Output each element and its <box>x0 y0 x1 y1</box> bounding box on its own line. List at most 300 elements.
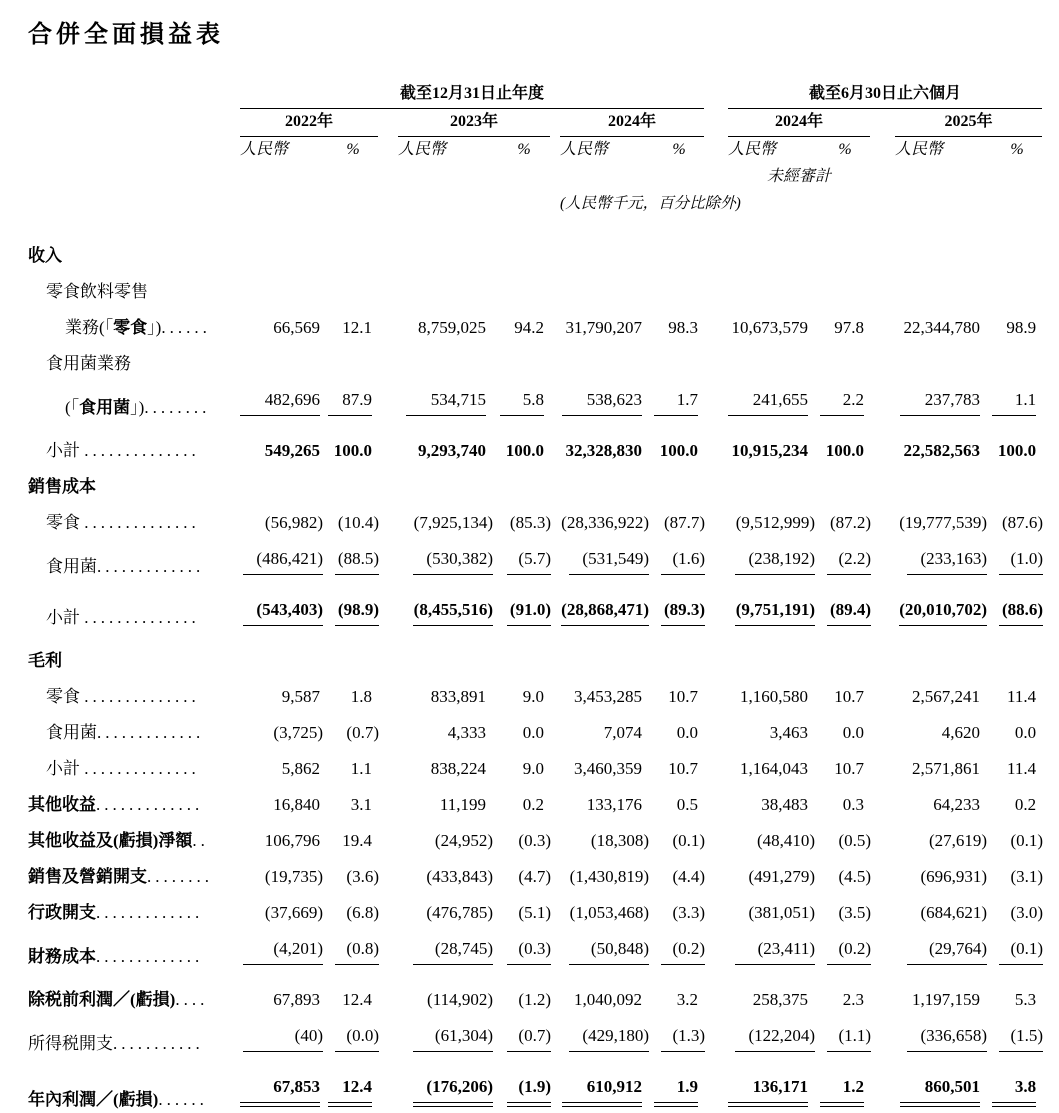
currency-label: 人民幣 <box>240 141 289 158</box>
empty-cells <box>240 269 1042 305</box>
percent-value: (0.1) <box>1010 831 1044 850</box>
rmb-value: 4,333 <box>447 723 486 742</box>
rmb-value: 2,571,861 <box>912 759 981 778</box>
rmb-value: (9,751,191) <box>728 580 820 631</box>
column-gap <box>550 890 560 926</box>
percent-label: % <box>346 141 360 158</box>
percent-value: 100.0 <box>997 441 1037 460</box>
percent-value: (6.8) <box>346 903 379 922</box>
rmb-value: (114,902) <box>427 990 493 1009</box>
rmb-value: 8,759,025 <box>418 318 486 337</box>
rmb-value: 16,840 <box>273 795 320 814</box>
row-finance-costs <box>28 926 1042 970</box>
rmb-value: 1,040,092 <box>574 990 642 1009</box>
rmb-value: 258,375 <box>752 990 809 1009</box>
percent-value: (88.5) <box>328 536 378 580</box>
rmb-value: 7,074 <box>603 723 642 742</box>
column-gap <box>550 305 560 341</box>
column-gap <box>870 818 895 854</box>
row-label: 銷售成本 <box>28 477 96 496</box>
percent-value: 3.8 <box>992 1057 1042 1113</box>
column-gap <box>704 890 728 926</box>
rmb-value: 38,483 <box>761 795 809 814</box>
row-label: 業務(「零食」)...... <box>65 318 211 337</box>
rmb-value: (4,201) <box>240 926 328 970</box>
percent-value: (3.5) <box>838 903 872 922</box>
row-label: 食用菌............. <box>46 557 205 576</box>
percent-value: (0.2) <box>654 926 704 970</box>
row-profit-before-tax <box>28 970 1042 1013</box>
rmb-value: (48,410) <box>756 831 816 850</box>
percent-value: 2.2 <box>820 377 870 421</box>
rmb-value: (9,512,999) <box>735 513 816 532</box>
column-gap <box>870 580 895 631</box>
row-gp-snacks <box>28 674 1042 710</box>
column-gap <box>870 421 895 464</box>
empty-cells <box>240 341 1042 377</box>
percent-value: 98.9 <box>1006 318 1037 337</box>
rmb-value: (176,206) <box>398 1057 498 1113</box>
percent-value: (1.1) <box>820 1013 870 1057</box>
rmb-value: (27,619) <box>928 831 988 850</box>
rmb-value: (50,848) <box>560 926 654 970</box>
percent-value: 0.3 <box>842 795 865 814</box>
percent-value: 0.0 <box>1014 723 1037 742</box>
rmb-value: (233,163) <box>895 536 992 580</box>
row-label: 收入 <box>28 246 62 265</box>
column-gap <box>704 536 728 580</box>
percent-value: 11.4 <box>1006 687 1037 706</box>
percent-value: (0.8) <box>328 926 378 970</box>
currency-label: 人民幣 <box>728 141 777 158</box>
column-gap <box>378 1057 398 1113</box>
rmb-value: 32,328,830 <box>565 441 642 460</box>
column-gap <box>378 782 398 818</box>
percent-value: 12.1 <box>342 318 372 337</box>
year-2023-header: 2023年 <box>398 109 550 137</box>
percent-value: (0.3) <box>518 831 551 850</box>
rmb-value: 833,891 <box>430 687 486 706</box>
row-label: 小計 .............. <box>46 608 200 627</box>
percent-value: 5.8 <box>498 377 550 421</box>
row-label: 小計 .............. <box>46 759 200 778</box>
header-subcols-row <box>28 137 1042 165</box>
percent-value: 9.0 <box>522 687 544 706</box>
rmb-value: 1,160,580 <box>740 687 809 706</box>
rmb-value: (8,455,516) <box>398 580 498 631</box>
rmb-value: 3,463 <box>769 723 809 742</box>
column-gap <box>870 970 895 1013</box>
percent-value: 100.0 <box>505 441 544 460</box>
column-gap <box>378 674 398 710</box>
column-gap <box>550 818 560 854</box>
row-label: 食用菌業務 <box>46 354 131 373</box>
percent-label: % <box>517 141 531 158</box>
row-cost-mushroom <box>28 536 1042 580</box>
row-label: 毛利 <box>28 651 62 670</box>
header-period-row <box>28 81 1042 109</box>
column-gap <box>870 1013 895 1057</box>
percent-value: (0.2) <box>820 926 870 970</box>
rmb-value: (29,764) <box>895 926 992 970</box>
percent-value: (88.6) <box>992 580 1042 631</box>
column-gap <box>704 580 728 631</box>
row-revenue-subtotal <box>28 421 1042 464</box>
percent-value: (0.7) <box>346 723 379 742</box>
rmb-value: (1,053,468) <box>569 903 649 922</box>
rmb-value: 860,501 <box>895 1057 992 1113</box>
row-label: 食用菌............. <box>46 723 205 742</box>
rmb-value: 67,893 <box>273 990 320 1009</box>
percent-value: (5.1) <box>518 903 551 922</box>
rmb-value: 22,582,563 <box>903 441 981 460</box>
rmb-value: (543,403) <box>240 580 328 631</box>
currency-label: 人民幣 <box>560 141 609 158</box>
percent-value: (1.9) <box>498 1057 550 1113</box>
percent-value: 1.8 <box>350 687 372 706</box>
row-other-income <box>28 782 1042 818</box>
rmb-value: (486,421) <box>240 536 328 580</box>
row-label: 零食飲料零售 <box>46 282 148 301</box>
rmb-value: (381,051) <box>748 903 816 922</box>
column-gap <box>550 580 560 631</box>
percent-value: 97.8 <box>834 318 865 337</box>
rmb-value: 2,567,241 <box>912 687 981 706</box>
units-note: (人民幣千元，百分比除外) <box>560 195 741 212</box>
unaudited-label: 未經審計 <box>767 168 832 185</box>
table-body <box>28 218 1042 1113</box>
column-gap <box>378 710 398 746</box>
rmb-value: 237,783 <box>895 377 992 421</box>
percent-value: (85.3) <box>509 513 551 532</box>
column-gap <box>378 746 398 782</box>
rmb-value: (56,982) <box>264 513 323 532</box>
rmb-value: 67,853 <box>240 1057 328 1113</box>
column-gap <box>870 926 895 970</box>
row-income-tax <box>28 1013 1042 1057</box>
percent-value: 1.1 <box>992 377 1042 421</box>
year-2025-interim-header: 2025年 <box>895 109 1042 137</box>
rmb-value: 3,453,285 <box>574 687 642 706</box>
percent-value: (3.1) <box>1010 867 1044 886</box>
header-units-note-row <box>28 191 1042 218</box>
rmb-value: (684,621) <box>920 903 988 922</box>
percent-value: (0.3) <box>498 926 550 970</box>
row-label: 所得税開支........... <box>28 1034 204 1053</box>
rmb-value: (530,382) <box>398 536 498 580</box>
column-gap <box>704 854 728 890</box>
percent-value: (3.3) <box>672 903 706 922</box>
column-gap <box>704 746 728 782</box>
column-gap <box>704 421 728 464</box>
percent-value: 0.0 <box>842 723 865 742</box>
rmb-value: (476,785) <box>426 903 493 922</box>
percent-value: (1.2) <box>518 990 551 1009</box>
rmb-value: 133,176 <box>586 795 642 814</box>
column-gap <box>378 926 398 970</box>
row-label: 除税前利潤／(虧損).... <box>28 990 209 1009</box>
rmb-value: 3,460,359 <box>574 759 642 778</box>
header-unaudited-row <box>28 164 1042 191</box>
row-profit-for-year <box>28 1057 1042 1113</box>
row-cost-subtotal <box>28 580 1042 631</box>
percent-value: 19.4 <box>342 831 372 850</box>
period-annual-header: 截至12月31日止年度 <box>240 81 704 109</box>
rmb-value: (531,549) <box>560 536 654 580</box>
rmb-value: 610,912 <box>560 1057 654 1113</box>
percent-value: 100.0 <box>333 441 372 460</box>
column-gap <box>378 890 398 926</box>
rmb-value: 11,199 <box>439 795 486 814</box>
percent-label: % <box>672 141 686 158</box>
percent-value: (0.0) <box>328 1013 378 1057</box>
currency-label: 人民幣 <box>895 141 944 158</box>
rmb-value: 31,790,207 <box>565 318 642 337</box>
column-gap <box>550 710 560 746</box>
row-grossprofit-section <box>28 631 1042 674</box>
row-snack-retail-line1 <box>28 269 1042 305</box>
column-gap <box>704 377 728 421</box>
column-gap <box>550 536 560 580</box>
row-selling-expenses <box>28 854 1042 890</box>
rmb-value: (20,010,702) <box>895 580 992 631</box>
percent-value: (89.3) <box>654 580 704 631</box>
percent-value: (87.2) <box>829 513 872 532</box>
rmb-value: 5,862 <box>281 759 320 778</box>
column-gap <box>704 1013 728 1057</box>
rmb-value: (3,725) <box>273 723 323 742</box>
column-gap <box>704 500 728 536</box>
column-gap <box>704 818 728 854</box>
percent-value: 2.3 <box>842 990 865 1009</box>
rmb-value: (429,180) <box>560 1013 654 1057</box>
row-gp-mushroom <box>28 710 1042 746</box>
percent-value: 10.7 <box>834 687 865 706</box>
row-admin-expenses <box>28 890 1042 926</box>
column-gap <box>870 746 895 782</box>
percent-value: 9.0 <box>522 759 544 778</box>
column-gap <box>870 1057 895 1113</box>
row-mushroom-line1 <box>28 341 1042 377</box>
rmb-value: (37,669) <box>264 903 323 922</box>
row-label: 小計 .............. <box>46 441 200 460</box>
percent-value: 100.0 <box>659 441 699 460</box>
percent-value: (4.5) <box>838 867 872 886</box>
rmb-value: 534,715 <box>398 377 498 421</box>
rmb-value: (61,304) <box>398 1013 498 1057</box>
column-gap <box>870 305 895 341</box>
percent-value: 1.2 <box>820 1057 870 1113</box>
row-cost-snacks <box>28 500 1042 536</box>
header-years-row <box>28 109 1042 137</box>
column-gap <box>870 674 895 710</box>
rmb-value: (696,931) <box>920 867 988 886</box>
column-gap <box>550 674 560 710</box>
column-gap <box>870 710 895 746</box>
percent-value: (0.5) <box>838 831 872 850</box>
column-gap <box>378 500 398 536</box>
rmb-value: (24,952) <box>434 831 493 850</box>
column-gap <box>378 377 398 421</box>
percent-label: % <box>838 141 852 158</box>
percent-value: 87.9 <box>328 377 378 421</box>
rmb-value: (336,658) <box>895 1013 992 1057</box>
percent-value: 94.2 <box>514 318 544 337</box>
row-label: 行政開支............. <box>28 903 204 922</box>
percent-value: 3.1 <box>350 795 372 814</box>
rmb-value: 10,673,579 <box>731 318 809 337</box>
rmb-value: 241,655 <box>728 377 820 421</box>
column-gap <box>378 854 398 890</box>
rmb-value: 9,587 <box>281 687 320 706</box>
column-gap <box>550 377 560 421</box>
column-gap <box>378 1013 398 1057</box>
rmb-value: 136,171 <box>728 1057 820 1113</box>
empty-cells <box>240 631 1042 674</box>
column-gap <box>550 970 560 1013</box>
percent-value: 10.7 <box>834 759 865 778</box>
row-label: 其他收益............. <box>28 795 204 814</box>
currency-label: 人民幣 <box>398 141 447 158</box>
rmb-value: (1,430,819) <box>569 867 649 886</box>
rmb-value: (23,411) <box>728 926 820 970</box>
column-gap <box>870 782 895 818</box>
year-2022-header: 2022年 <box>240 109 378 137</box>
column-gap <box>704 674 728 710</box>
percent-value: 1.1 <box>350 759 372 778</box>
column-gap <box>550 746 560 782</box>
column-gap <box>704 782 728 818</box>
column-gap <box>378 536 398 580</box>
column-gap <box>704 305 728 341</box>
percent-value: 0.2 <box>1014 795 1037 814</box>
percent-value: 100.0 <box>825 441 865 460</box>
percent-value: (1.3) <box>654 1013 704 1057</box>
percent-value: 5.3 <box>1014 990 1037 1009</box>
column-gap <box>704 710 728 746</box>
column-gap <box>870 536 895 580</box>
rmb-value: 838,224 <box>430 759 486 778</box>
percent-value: (1.5) <box>992 1013 1042 1057</box>
column-gap <box>378 970 398 1013</box>
percent-value: (0.1) <box>672 831 706 850</box>
percent-value: 11.4 <box>1006 759 1037 778</box>
percent-value: 12.4 <box>342 990 372 1009</box>
rmb-value: (40) <box>240 1013 328 1057</box>
column-gap <box>378 580 398 631</box>
percent-value: 3.2 <box>676 990 699 1009</box>
rmb-value: 538,623 <box>560 377 654 421</box>
percent-value: (10.4) <box>337 513 379 532</box>
percent-value: 10.7 <box>668 687 699 706</box>
column-gap <box>704 1057 728 1113</box>
column-gap <box>550 926 560 970</box>
percent-value: (89.4) <box>820 580 870 631</box>
column-gap <box>870 890 895 926</box>
row-label: 財務成本............. <box>28 947 204 966</box>
percent-value: (4.7) <box>518 867 551 886</box>
percent-value: (87.6) <box>1002 513 1044 532</box>
percent-value: 10.7 <box>668 759 699 778</box>
percent-value: (98.9) <box>328 580 378 631</box>
row-snack-retail-line2 <box>28 305 1042 341</box>
rmb-value: (122,204) <box>728 1013 820 1057</box>
percent-value: (0.1) <box>992 926 1042 970</box>
income-statement-table <box>28 81 1042 1113</box>
percent-value: 12.4 <box>328 1057 378 1113</box>
row-revenue-section <box>28 218 1042 269</box>
percent-value: (4.4) <box>672 867 706 886</box>
row-other-gains-losses <box>28 818 1042 854</box>
percent-value: 0.2 <box>522 795 544 814</box>
percent-value: (1.6) <box>654 536 704 580</box>
column-gap <box>550 854 560 890</box>
rmb-value: (238,192) <box>728 536 820 580</box>
column-gap <box>550 1057 560 1113</box>
rmb-value: 549,265 <box>264 441 320 460</box>
rmb-value: 64,233 <box>933 795 981 814</box>
row-mushroom-line2 <box>28 377 1042 421</box>
row-cost-section <box>28 464 1042 500</box>
column-gap <box>550 782 560 818</box>
rmb-value: (28,868,471) <box>560 580 654 631</box>
percent-value: 0.0 <box>676 723 699 742</box>
row-label: 零食 .............. <box>46 687 200 706</box>
column-gap <box>550 500 560 536</box>
percent-value: 0.0 <box>522 723 544 742</box>
column-gap <box>870 500 895 536</box>
percent-value: (2.2) <box>820 536 870 580</box>
row-label: 銷售及營銷開支........ <box>28 867 213 886</box>
row-gp-subtotal <box>28 746 1042 782</box>
percent-value: (3.6) <box>346 867 379 886</box>
rmb-value: 106,796 <box>264 831 320 850</box>
period-interim-header: 截至6月30日止六個月 <box>728 81 1042 109</box>
row-label: 零食 .............. <box>46 513 200 532</box>
rmb-value: (491,279) <box>748 867 816 886</box>
percent-value: 1.9 <box>654 1057 704 1113</box>
row-label: 年內利潤／(虧損)...... <box>28 1090 208 1109</box>
rmb-value: 1,164,043 <box>740 759 809 778</box>
row-label: 其他收益及(虧損)淨額.. <box>28 831 209 850</box>
column-gap <box>378 818 398 854</box>
column-gap <box>550 421 560 464</box>
percent-value: (1.0) <box>992 536 1042 580</box>
rmb-value: (18,308) <box>590 831 649 850</box>
percent-value: 0.5 <box>676 795 699 814</box>
column-gap <box>870 854 895 890</box>
rmb-value: (7,925,134) <box>413 513 493 532</box>
percent-value: (91.0) <box>498 580 550 631</box>
rmb-value: 9,293,740 <box>418 441 486 460</box>
rmb-value: 4,620 <box>941 723 981 742</box>
year-2024-header: 2024年 <box>560 109 704 137</box>
rmb-value: (433,843) <box>426 867 493 886</box>
year-2024-interim-header: 2024年 <box>728 109 870 137</box>
column-gap <box>550 1013 560 1057</box>
percent-value: (5.7) <box>498 536 550 580</box>
percent-value: (3.0) <box>1010 903 1044 922</box>
empty-cells <box>240 218 1042 269</box>
column-gap <box>704 970 728 1013</box>
percent-value: 1.7 <box>654 377 704 421</box>
rmb-value: 1,197,159 <box>912 990 981 1009</box>
rmb-value: (28,336,922) <box>561 513 649 532</box>
column-gap <box>378 305 398 341</box>
rmb-value: 482,696 <box>240 377 328 421</box>
rmb-value: 10,915,234 <box>731 441 809 460</box>
row-label: (「食用菌」)........ <box>65 398 211 417</box>
